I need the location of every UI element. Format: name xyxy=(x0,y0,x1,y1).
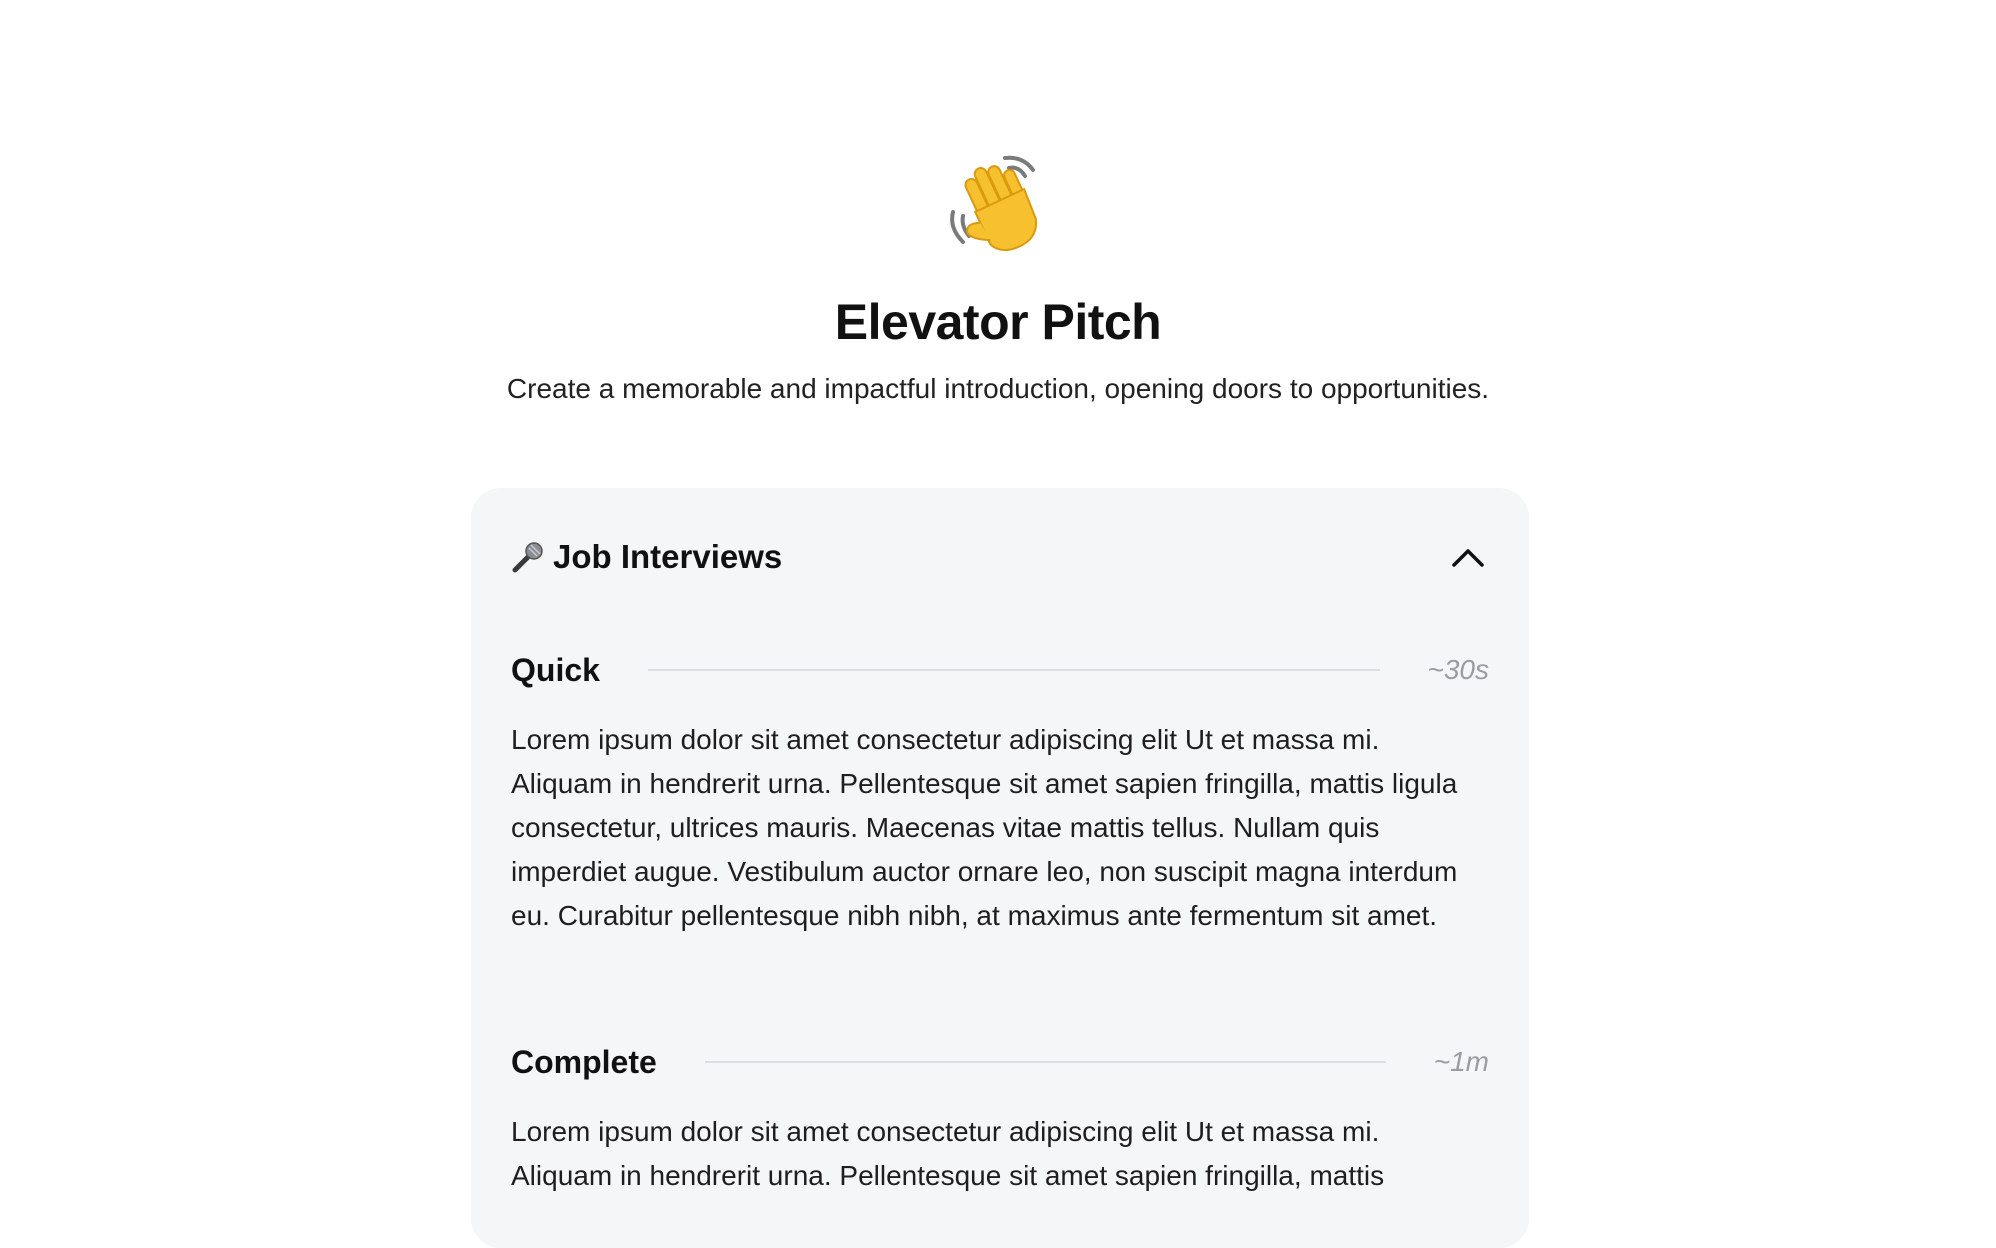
page-title: Elevator Pitch xyxy=(834,294,1162,350)
section-label: Complete xyxy=(511,1043,657,1080)
pitch-section-quick xyxy=(511,648,1489,938)
card-title: Job Interviews xyxy=(553,538,783,575)
divider xyxy=(705,1061,1386,1063)
divider xyxy=(648,669,1380,671)
pitch-text: Lorem ipsum dolor sit amet consectetur adipiscing elit Ut et massa mi. Aliquam in hendrerit urna. Pellentesque sit amet sapien fringilla, mattis ligula consectetur, ultrices mauris. Maecenas vitae mattis tellus. Nullam quis imperdiet augue. Vestibulum auctor ornare leo, non suscipit magna interdum eu. Curabitur pellentesque nibh nibh, at maximus ante fermentum sit amet. xyxy=(511,724,1458,931)
duration-badge: ~1m xyxy=(1433,1046,1489,1077)
duration-badge: ~30s xyxy=(1427,654,1489,685)
hero xyxy=(0,150,1996,405)
section-header xyxy=(511,648,1489,692)
pitch-section-complete xyxy=(511,1040,1489,1198)
section-label: Quick xyxy=(511,651,600,688)
chevron-up-icon xyxy=(1450,545,1486,569)
card-header[interactable] xyxy=(511,532,1489,582)
collapse-button[interactable] xyxy=(1447,536,1489,578)
waving-hand-icon xyxy=(943,150,1053,260)
microphone-icon xyxy=(511,540,545,574)
section-header xyxy=(511,1040,1489,1084)
pitch-text: Lorem ipsum dolor sit amet consectetur adipiscing elit Ut et massa mi. Aliquam in hendrerit urna. Pellentesque sit amet sapien fringilla, mattis xyxy=(511,1116,1385,1191)
job-interviews-card xyxy=(471,488,1529,1248)
page-subtitle: Create a memorable and impactful introduction, opening doors to opportunities. xyxy=(506,373,1490,404)
